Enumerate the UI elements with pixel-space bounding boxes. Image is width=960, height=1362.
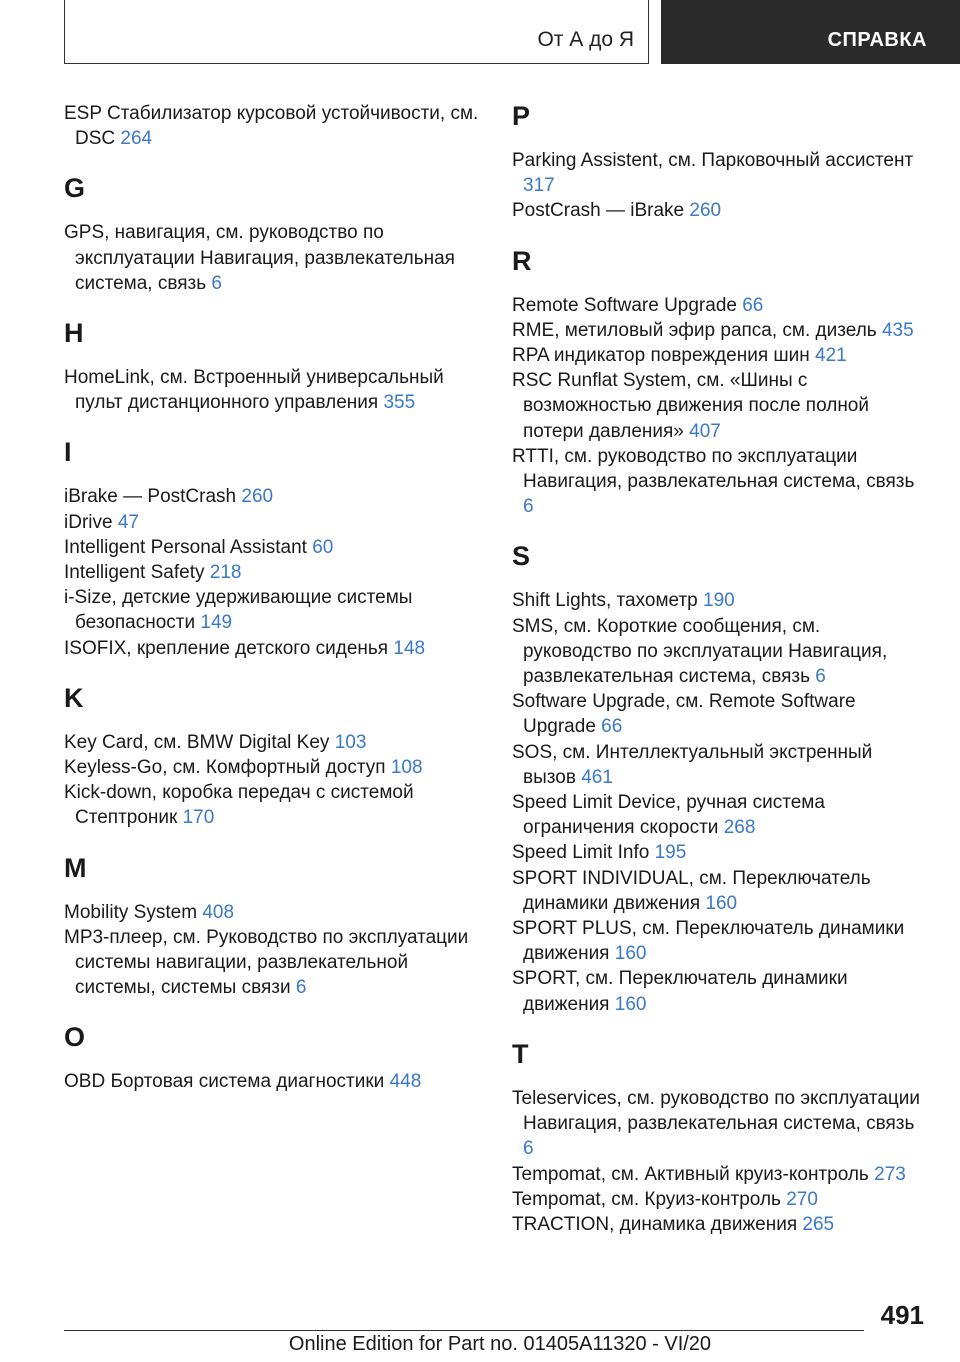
page-link[interactable]: 407 <box>689 420 721 442</box>
index-entry <box>512 790 930 840</box>
section-letter: T <box>512 1038 529 1069</box>
section-letter: P <box>512 101 531 131</box>
page-link[interactable]: 148 <box>393 637 426 659</box>
page-link[interactable]: 270 <box>786 1188 818 1210</box>
page-link[interactable]: 218 <box>209 562 242 584</box>
section-letter: R <box>512 245 532 276</box>
index-entry <box>512 966 930 1016</box>
index-section <box>512 101 930 224</box>
index-entry <box>64 535 484 560</box>
entry-text: Mobility System <box>64 901 198 923</box>
entry-text: TRACTION, динамика движения <box>512 1213 798 1235</box>
entry-text: RPA индикатор повреждения шин <box>512 345 810 367</box>
index-entry <box>64 780 484 830</box>
index-entry <box>64 730 484 755</box>
page-link[interactable]: 60 <box>312 536 334 558</box>
entry-text: ESP Стабилизатор курсовой устойчивости, см. DSC <box>64 103 479 150</box>
footer-divider <box>64 1330 864 1331</box>
entry-text: RTTI, см. руководство по эксплуатации Навигация, развлекательная система, связь <box>512 445 915 493</box>
page-link[interactable]: 421 <box>815 345 847 367</box>
page-link[interactable]: 47 <box>117 511 139 533</box>
entry-text: iDrive <box>64 511 113 533</box>
entry-text: i-Size, детские удерживающие системы безопасности <box>64 587 413 634</box>
page-link[interactable]: 6 <box>523 496 534 518</box>
entry-text: Remote Software Upgrade <box>512 294 737 316</box>
index-section <box>512 1039 930 1237</box>
index-section <box>512 246 930 520</box>
entry-text: ISOFIX, крепление детского сиденья <box>64 637 389 659</box>
entry-text: Tempomat, см. Круиз-контроль <box>512 1188 781 1210</box>
page-link[interactable]: 265 <box>802 1213 835 1235</box>
index-entry <box>512 368 930 444</box>
index-section <box>64 853 484 1001</box>
index-entry <box>512 1187 930 1212</box>
index-section <box>64 318 484 415</box>
index-entry <box>512 318 930 343</box>
entry-text: Shift Lights, тахометр <box>512 590 698 612</box>
section-letter: O <box>64 1022 86 1053</box>
entry-text: Intelligent Personal Assistant <box>64 536 307 558</box>
index-section <box>64 1022 484 1094</box>
page-link[interactable]: 448 <box>389 1071 422 1093</box>
footer-edition: Online Edition for Part no. 01405A11320 - VI/20 <box>288 1333 712 1355</box>
page-link[interactable]: 170 <box>182 807 215 829</box>
entry-text: Teleservices, см. руководство по эксплуатации Навигация, развлекательная система, связь <box>512 1087 921 1135</box>
section-letter: H <box>64 318 84 349</box>
entry-text: Speed Limit Device, ручная система ограничения скорости <box>512 792 825 839</box>
index-entry <box>512 916 930 966</box>
entry-text: Key Card, см. BMW Digital Key <box>64 731 330 753</box>
index-entry <box>64 220 484 296</box>
page-link[interactable]: 66 <box>742 294 764 316</box>
index-section <box>64 683 484 831</box>
page-link[interactable]: 190 <box>703 590 735 612</box>
page-link[interactable]: 273 <box>874 1163 906 1185</box>
index-entry <box>512 343 930 368</box>
page-link[interactable]: 66 <box>601 716 623 738</box>
entry-text: SPORT INDIVIDUAL, см. Переключатель динамики движения <box>512 867 871 914</box>
index-entry <box>64 585 484 635</box>
entry-text: SPORT, см. Переключатель динамики движения <box>512 968 848 1015</box>
index-entry <box>64 900 484 925</box>
index-entry <box>512 840 930 865</box>
entry-text: GPS, навигация, см. руководство по эксплуатации Навигация, развлекательная система, связь <box>64 222 455 294</box>
page-link[interactable]: 260 <box>241 486 274 508</box>
page-link[interactable]: 264 <box>120 128 153 150</box>
entry-text: Speed Limit Info <box>512 842 650 864</box>
page-link[interactable]: 6 <box>523 1138 534 1160</box>
index-entry <box>64 101 484 151</box>
page-link[interactable]: 355 <box>383 392 416 414</box>
header-section-label: От А до Я <box>537 28 634 51</box>
page-link[interactable]: 6 <box>295 977 307 999</box>
index-section <box>64 101 484 151</box>
index-section <box>64 173 484 296</box>
page-link[interactable]: 160 <box>614 943 647 965</box>
page-link[interactable]: 408 <box>202 901 235 923</box>
index-entry <box>64 755 484 780</box>
entry-text: MP3-плеер, см. Руководство по эксплуатации системы навигации, развлекательной системы, системы связи <box>64 926 469 999</box>
page-link[interactable]: 149 <box>200 612 233 634</box>
index-entry <box>512 588 930 613</box>
entry-text: SPORT PLUS, см. Переключатель динамики движения <box>512 918 905 965</box>
entry-text: Parking Assistent, см. Парковочный ассистент <box>512 150 914 171</box>
index-entry <box>64 510 484 535</box>
index-entry <box>512 1086 930 1162</box>
section-letter: M <box>64 852 87 883</box>
index-entry <box>64 925 484 1001</box>
entry-text: Intelligent Safety <box>64 562 205 584</box>
index-entry <box>64 560 484 585</box>
index-entry <box>512 614 930 690</box>
section-letter: K <box>64 682 84 713</box>
index-entry <box>512 444 930 520</box>
page-link[interactable]: 6 <box>211 272 222 294</box>
entry-text: Keyless-Go, см. Комфортный доступ <box>64 757 386 779</box>
page-link[interactable]: 268 <box>723 817 756 839</box>
header-chapter-tab <box>661 0 960 64</box>
entry-text: RSC Runflat System, см. «Шины с возможностью движения после полной потери давления» <box>512 370 869 442</box>
index-entry <box>512 689 930 739</box>
index-entry <box>64 365 484 415</box>
entry-text: Software Upgrade, см. Remote Software Upgrade <box>512 691 856 738</box>
page-link[interactable]: 160 <box>705 892 738 914</box>
header-chapter-label: СПРАВКА <box>827 29 927 51</box>
entry-text: HomeLink, см. Встроенный универсальный пульт дистанционного управления <box>64 367 444 414</box>
index-entry <box>64 636 484 661</box>
index-section <box>64 437 484 660</box>
entry-text: PostCrash — iBrake <box>512 200 685 222</box>
page-number: 491 <box>880 1300 924 1330</box>
entry-text: SOS, см. Интеллектуальный экстренный вызов <box>512 741 873 788</box>
page-link[interactable]: 108 <box>390 757 423 779</box>
page-link[interactable]: 317 <box>523 175 555 197</box>
page-link[interactable]: 260 <box>689 200 722 222</box>
page-link[interactable]: 435 <box>881 319 914 341</box>
entry-text: SMS, см. Короткие сообщения, см. руководство по эксплуатации Навигация, развлекательная система, связь <box>512 615 888 688</box>
page-link[interactable]: 160 <box>614 993 647 1015</box>
entry-text: RME, метиловый эфир рапса, см. дизель <box>512 319 877 341</box>
index-entry <box>64 484 484 509</box>
page-link[interactable]: 6 <box>815 666 826 688</box>
entry-text: OBD Бортовая система диагностики <box>64 1071 385 1093</box>
section-letter: G <box>64 173 86 204</box>
index-column-right <box>512 101 930 1237</box>
index-entry <box>512 866 930 916</box>
page-link[interactable]: 103 <box>334 731 367 753</box>
section-letter: S <box>512 541 531 572</box>
section-letter: I <box>64 437 72 468</box>
index-entry <box>512 198 930 223</box>
index-entry <box>512 148 930 198</box>
index-entry <box>512 1162 930 1187</box>
index-section <box>512 541 930 1016</box>
index-column-left <box>64 101 484 1095</box>
index-entry <box>64 1069 484 1094</box>
entry-text: Kick-down, коробка передач с системой Стептроник <box>64 782 414 829</box>
page-link[interactable]: 195 <box>654 842 687 864</box>
index-entry <box>512 1212 930 1237</box>
index-entry <box>512 293 930 318</box>
entry-text: iBrake — PostCrash <box>64 486 237 508</box>
entry-text: Tempomat, см. Активный круиз-контроль <box>512 1163 869 1185</box>
header-section-tab <box>64 0 649 64</box>
page-link[interactable]: 461 <box>581 766 613 788</box>
index-entry <box>512 740 930 790</box>
